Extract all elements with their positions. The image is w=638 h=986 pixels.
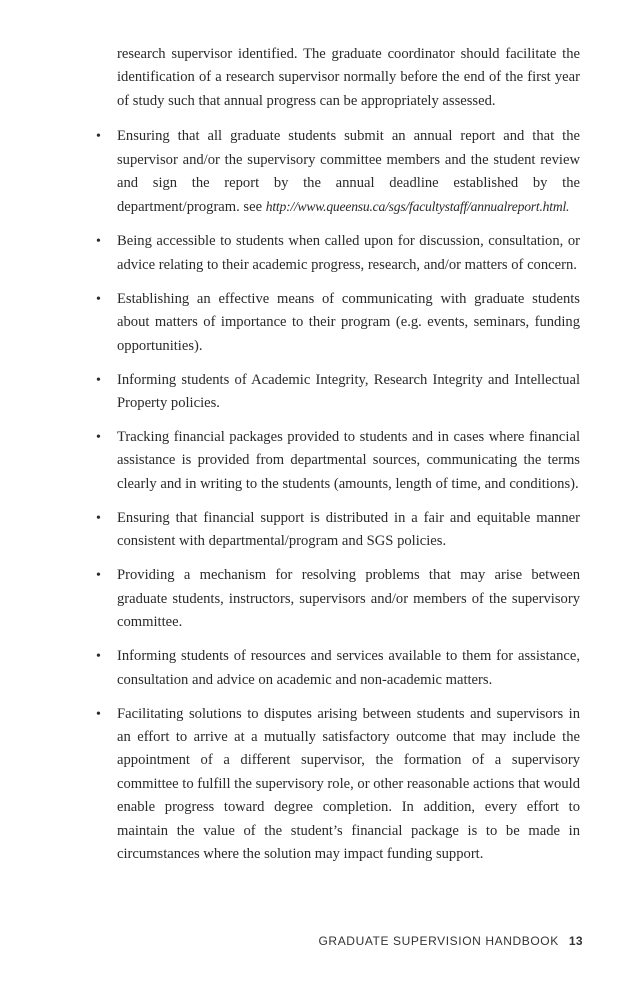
list-item-text: Informing students of resources and services available to them for assistance, consultation and advice on academic and non-academic matters.	[117, 648, 580, 688]
annual-report-link[interactable]: http://www.queensu.ca/sgs/facultystaff/annualreport.html.	[265, 199, 570, 215]
bullet-icon: •	[96, 234, 101, 250]
footer-title: GRADUATE SUPERVISION HANDBOOK	[318, 934, 559, 948]
list-item	[90, 703, 580, 867]
list-item-text: Tracking financial packages provided to students and in cases where financial assistance is provided from departmental sources, communicating the terms clearly and in writing to the students (amounts, length of time, and conditions).	[117, 429, 580, 492]
list-item	[90, 230, 580, 277]
bullet-icon: •	[96, 568, 101, 584]
list-item-text: Ensuring that financial support is distributed in a fair and equitable manner consistent with departmental/program and SGS policies.	[117, 509, 580, 550]
list-item-text: Informing students of Academic Integrity, Research Integrity and Intellectual Property policies.	[117, 371, 580, 412]
page-footer	[0, 934, 583, 948]
list-item	[90, 369, 580, 416]
list-item-text: Facilitating solutions to disputes arising between students and supervisors in an effort to arrive at a mutually satisfactory outcome that may include the appointment of a different supervisor, the formation of a supervisory committee to fulfill the supervisory role, or other reasonable actions that would enable progress toward degree completion. In addition, every effort to maintain the value of the student’s financial package is to be made in circumstances where the solution may impact funding support.	[117, 705, 580, 862]
list-item-text: Being accessible to students when called upon for discussion, consultation, or advice relating to their academic progress, research, and/or matters of concern.	[117, 233, 580, 273]
list-item	[90, 288, 580, 358]
list-item	[90, 645, 580, 692]
list-item-text: Establishing an effective means of communicating with graduate students about matters of importance to their program (e.g. events, seminars, funding opportunities).	[117, 290, 580, 354]
bullet-icon: •	[96, 706, 101, 722]
continued-paragraph: research supervisor identified. The graduate coordinator should facilitate the identification of a research supervisor normally before the end of the first year of study such that annual progress can be appropriately assessed.	[117, 46, 580, 109]
bullet-icon: •	[96, 291, 101, 307]
list-item	[90, 507, 580, 554]
bullet-icon: •	[96, 649, 101, 665]
page-body	[90, 43, 580, 866]
bullet-icon: •	[96, 372, 101, 388]
list-item	[90, 426, 580, 496]
page-number: 13	[568, 934, 583, 948]
responsibility-list	[90, 125, 580, 866]
list-item	[90, 125, 580, 220]
bullet-icon: •	[96, 510, 101, 526]
list-item	[90, 564, 580, 634]
list-item-text: Ensuring that all graduate students submit an annual report and that the supervisor and/or the supervisory committee members and the student review and sign the report by the annual deadline established by the department/program. see	[117, 128, 580, 216]
bullet-icon: •	[96, 129, 101, 145]
bullet-icon: •	[96, 430, 101, 446]
list-item-text: Providing a mechanism for resolving problems that may arise between graduate students, instructors, supervisors and/or members of the supervisory committee.	[117, 567, 580, 631]
